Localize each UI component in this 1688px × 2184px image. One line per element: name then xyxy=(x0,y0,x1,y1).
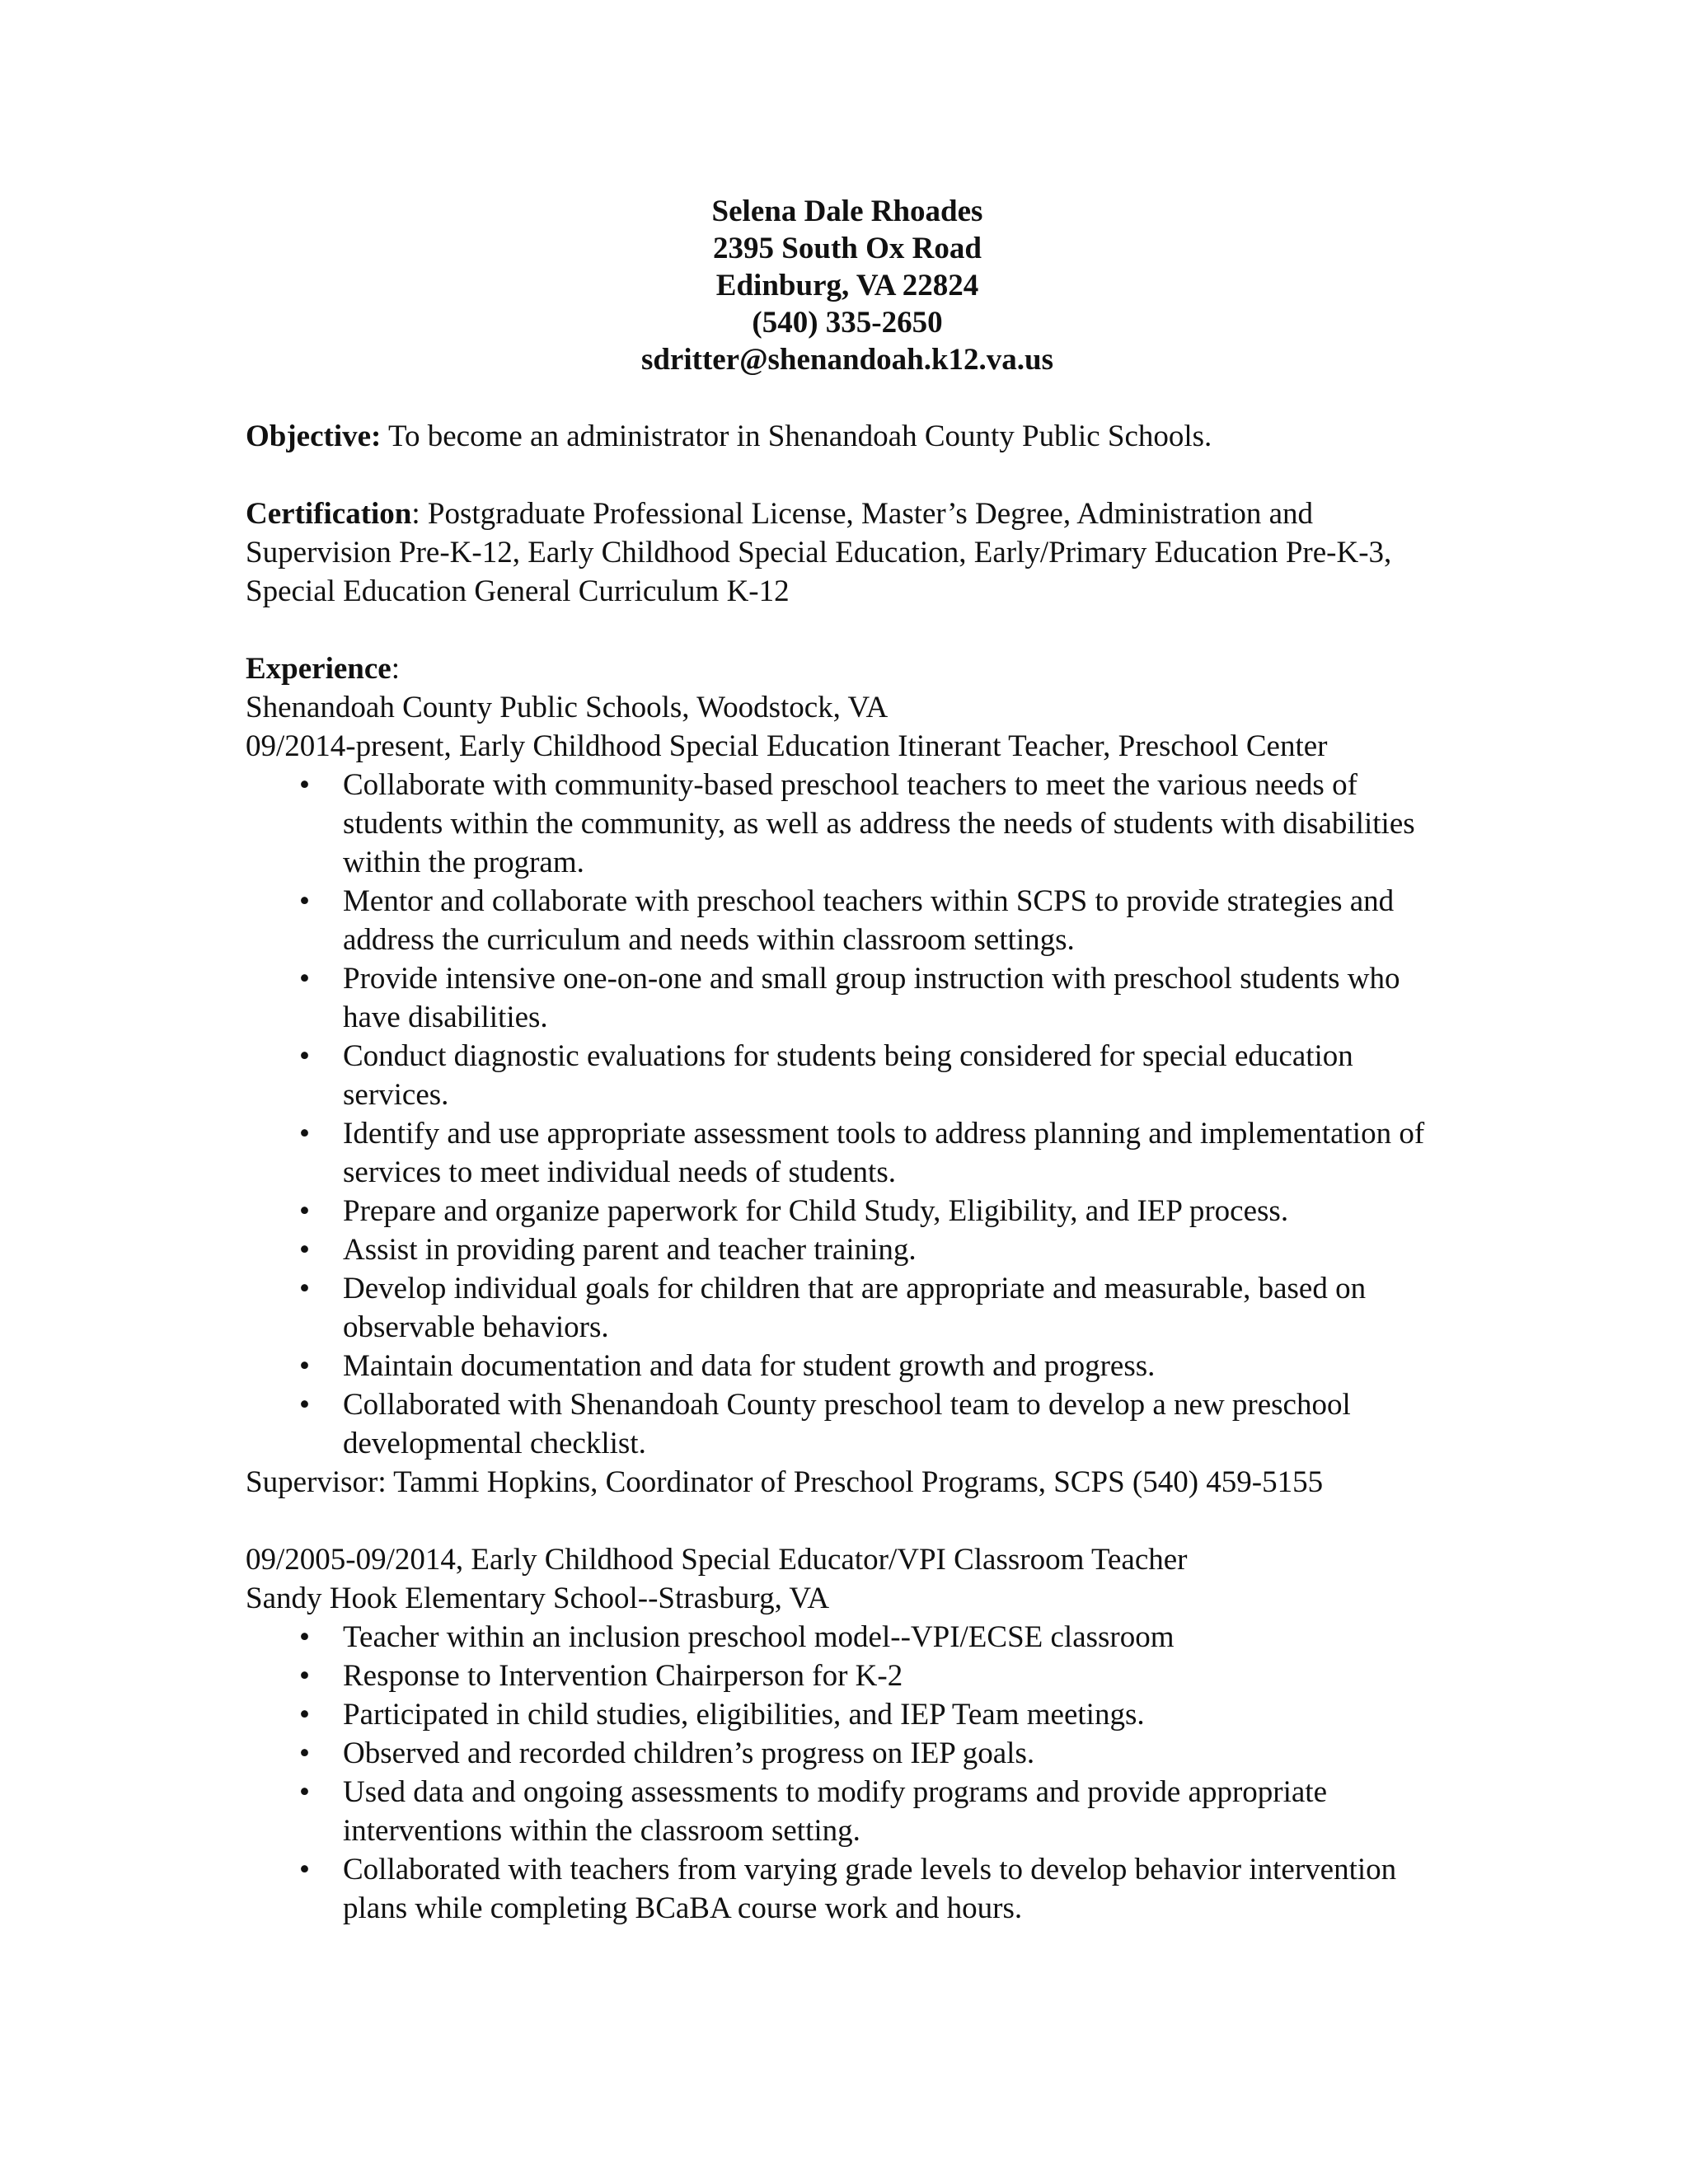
list-item: • Provide intensive one-on-one and small group instruction with preschool students who have disabilities. xyxy=(246,959,1449,1037)
applicant-name: Selena Dale Rhoades xyxy=(711,194,983,228)
job-title: 09/2014-present, Early Childhood Special Education Itinerant Teacher, Preschool Center xyxy=(246,729,1328,763)
experience-heading xyxy=(246,649,1449,688)
email-address: sdritter@shenandoah.k12.va.us xyxy=(640,343,1054,377)
experience-label: Experience xyxy=(246,652,392,686)
list-item: • Collaborated with Shenandoah County preschool team to develop a new preschool developmental checklist. xyxy=(246,1385,1449,1463)
job-entry xyxy=(246,1540,1449,1928)
list-item: • Mentor and collaborate with preschool teachers within SCPS to provide strategies and address the curriculum and needs within classroom settings. xyxy=(246,882,1449,959)
job-title: 09/2005-09/2014, Early Childhood Special Educator/VPI Classroom Teacher xyxy=(246,1543,1188,1577)
job-employer: Shenandoah County Public Schools, Woodstock, VA xyxy=(246,691,889,724)
list-item: • Maintain documentation and data for student growth and progress. xyxy=(246,1347,1449,1385)
job-duties-list xyxy=(246,766,1449,1463)
spacer xyxy=(246,611,1449,649)
spacer xyxy=(246,378,1449,417)
list-item: • Participated in child studies, eligibilities, and IEP Team meetings. xyxy=(246,1695,1449,1734)
objective-label: Objective: xyxy=(246,419,382,453)
spacer xyxy=(246,1502,1449,1540)
certification-text: : Postgraduate Professional License, Master’s Degree, Administration and Supervision Pre-K-12, Early Childhood Special Education, Early/Primary Education Pre-K-3, Special Education General Curriculum K-12 xyxy=(246,497,1392,608)
job-entry xyxy=(246,688,1449,1502)
list-item: • Prepare and organize paperwork for Child Study, Eligibility, and IEP process. xyxy=(246,1192,1449,1230)
list-item: • Collaborated with teachers from varying grade levels to develop behavior intervention plans while completing BCaBA course work and hours. xyxy=(246,1850,1449,1928)
list-item: • Observed and recorded children’s progress on IEP goals. xyxy=(246,1734,1449,1773)
list-item: • Response to Intervention Chairperson for K-2 xyxy=(246,1657,1449,1695)
job-employer: Sandy Hook Elementary School--Strasburg, VA xyxy=(246,1582,830,1615)
spacer xyxy=(246,456,1449,494)
list-item: • Develop individual goals for children that are appropriate and measurable, based on observable behaviors. xyxy=(246,1269,1449,1347)
job-supervisor: Supervisor: Tammi Hopkins, Coordinator of Preschool Programs, SCPS (540) 459-5155 xyxy=(246,1465,1324,1499)
city-state-zip: Edinburg, VA 22824 xyxy=(715,269,979,302)
list-item: • Identify and use appropriate assessment tools to address planning and implementation of services to meet individual needs of students. xyxy=(246,1114,1449,1192)
resume-header xyxy=(246,193,1449,378)
list-item: • Conduct diagnostic evaluations for students being considered for special education services. xyxy=(246,1037,1449,1114)
resume-page xyxy=(246,193,1449,1928)
certification-section xyxy=(246,494,1449,611)
objective-section xyxy=(246,417,1449,456)
phone-number: (540) 335-2650 xyxy=(752,306,943,340)
certification-label: Certification xyxy=(246,497,412,531)
list-item: • Used data and ongoing assessments to modify programs and provide appropriate interventions within the classroom setting. xyxy=(246,1773,1449,1850)
list-item: • Assist in providing parent and teacher training. xyxy=(246,1230,1449,1269)
list-item: • Teacher within an inclusion preschool model--VPI/ECSE classroom xyxy=(246,1618,1449,1657)
objective-text: To become an administrator in Shenandoah County Public Schools. xyxy=(381,419,1212,453)
list-item: • Collaborate with community-based preschool teachers to meet the various needs of students within the community, as well as address the needs of students with disabilities within the program. xyxy=(246,766,1449,882)
experience-colon: : xyxy=(391,652,401,686)
job-duties-list xyxy=(246,1618,1449,1928)
street-address: 2395 South Ox Road xyxy=(713,232,982,265)
